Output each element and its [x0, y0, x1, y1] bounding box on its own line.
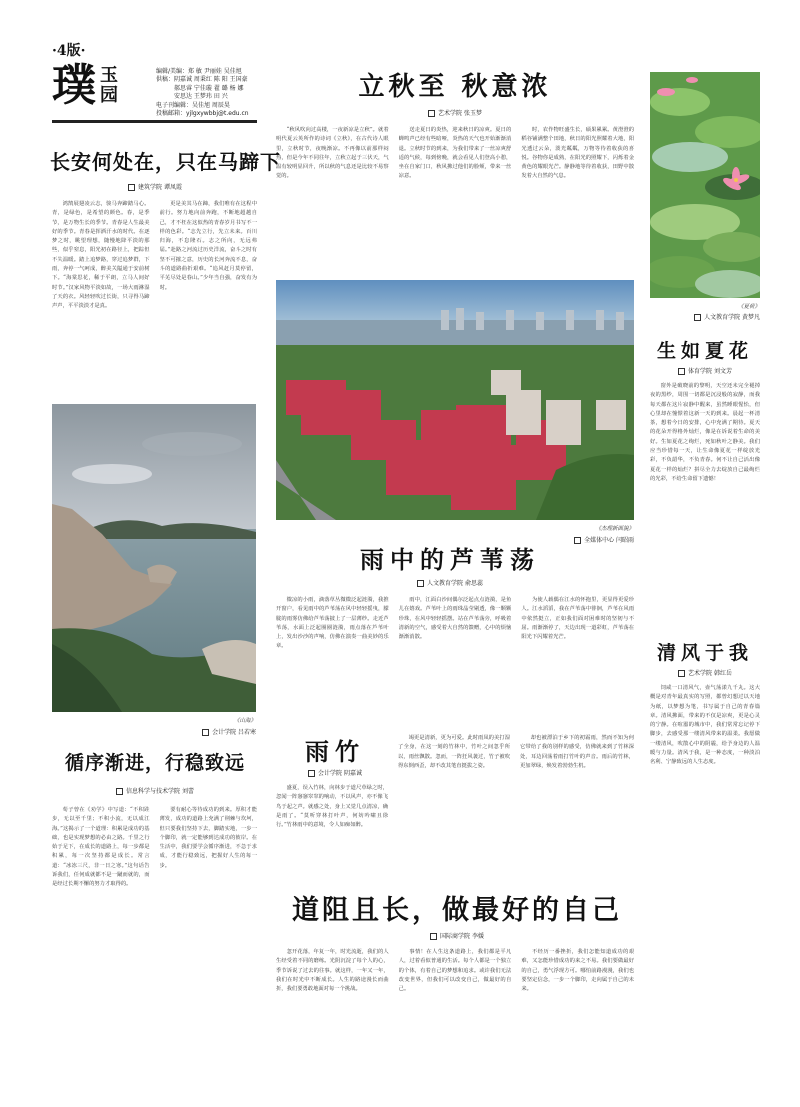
- masthead-logo-main: 璞: [52, 60, 96, 111]
- lotus-image: [650, 72, 760, 298]
- byline-xunxu: 信息科学与技术学院 刘蕾: [50, 786, 260, 795]
- square-bullet-icon: [430, 933, 437, 940]
- staff-line: 投稿邮箱：yjlgxywbbj@t.edu.cn: [156, 110, 249, 118]
- paragraph: 却也被漂泊于乡下的初霜雨，然而不知为何它带给了我的别样的感受，仿佛就来到了竹林深处，耳边回荡着雨打竹叶的声音。雨后的竹林，更加翠绿，焕发着勃勃生机。: [520, 735, 634, 769]
- paragraph: 更是美其马在蹄，我们唯有在这程中前行。努力地向前奔跑，不断地超越自己，才不枉在这似热的青春岁月书写不一样的色彩。“志先立行，先立未来。百川归海，不怠隆石。志之所向，无远弗届。”赴路之河流过历史洋流，奋斗之时有坚不可摧之意，历史的长河奔流不息，奋斗的道路曲折艰难。“追风赶月莫停留，平芜尽处是春山。”少年当自强，奋发有为时。: [159, 201, 257, 291]
- byline-qingfeng: 艺术学院 韩红岳: [650, 668, 760, 677]
- masthead-logo-sub: 玉园: [100, 65, 118, 106]
- edition-number: ·4版·: [52, 43, 86, 59]
- paragraph: 忽开花落，年复一年，时光流逝，我们的人生经受着不同的磨练。光阴沉淀了每个人的心，季节诉说了过去的往事。就这样，一年又一年，我们在时光中不断成长。人生的路途漫长而曲折，我们要勇敢地面对每一个挑战。: [276, 949, 389, 993]
- staff-line: 电子刊编辑：吴佳旭 周辰昊: [156, 101, 230, 109]
- article-title-liqiu: 立秋至 秋意浓: [358, 72, 552, 102]
- masthead-rule: [52, 120, 257, 123]
- article-title-yuzhu: 雨竹: [305, 737, 365, 766]
- byline-liqiu: 艺术学院 张玉梦: [275, 108, 635, 117]
- square-bullet-icon: [308, 770, 315, 777]
- byline-coast: 会计学院 吕若寒: [52, 727, 256, 736]
- article-title-changan: 长安何处在，只在马蹄下: [50, 150, 281, 174]
- staff-line: 安思达 王梦玮 田 兴: [156, 93, 228, 101]
- article-body-yuzhu-col3: [520, 734, 634, 874]
- paragraph: 窗外是破晓前的黎明，天空还未完全褪掉夜的黑纱，周围一切都是沉浸般的寂静，而我每天都在这片寂静中醒来，虽然睡眼惺忪，但心里却在憧憬着这新一天的到来。晨起一杯清茶，想着今日的安排，心中充满了期待。夏天的花朵开得格外灿烂，像是在诉说着生命的美好。生如夏花之绚烂，死如秋叶之静美。我们应当珍惜每一天，让生命像夏花一样绽放光彩，不负韶华，不负青春。何不让自己活出像夏花一样的灿烂？拼尽全力去绽放自己最绚烂的光彩，不给生命留下遗憾！: [650, 383, 760, 482]
- caption-campus: 《杰理新面貌》: [595, 526, 634, 532]
- square-bullet-icon: [116, 788, 123, 795]
- article-title-xunxu: 循序渐进，行稳致远: [64, 752, 245, 774]
- article-body-xiahua: [650, 382, 760, 614]
- article-title-xiahua: 生如夏花: [656, 340, 753, 362]
- square-bullet-icon: [694, 314, 701, 321]
- article-body-yuzhu-col1: [276, 784, 388, 874]
- square-bullet-icon: [417, 580, 424, 587]
- square-bullet-icon: [678, 670, 685, 677]
- caption-lotus: 《夏荷》: [737, 304, 760, 310]
- byline-campus: 全媒体中心 闫昭雨: [276, 535, 634, 544]
- photo-lotus: [650, 72, 760, 298]
- square-bullet-icon: [128, 184, 135, 191]
- square-bullet-icon: [428, 110, 435, 117]
- paragraph: 事情！在人生这条道路上，我们都是平凡人，过着看似普通的生活。每个人都是一个独立的个体，有着自己的梦想和追求。或许我们无法改变世界，但我们可以改变自己，做最好的自己。: [398, 949, 512, 993]
- square-bullet-icon: [202, 729, 209, 736]
- paragraph: “秋风吹向过高楼，一夜新凉是立秋”。就着明代夏云英所作的诗词《立秋》，在古代诗人眼里，立秋时节，夜晚渐凉。不再像以前那样闷热，但是今年不同往年，立秋立起于三伏天，气温有较明显回升，所以秋的气息还是比较不易察觉的。: [276, 127, 389, 180]
- byline-lotus: 人文教育学院 黄梦凡: [650, 312, 760, 321]
- caption-coast: 《山海》: [233, 718, 256, 724]
- article-body-xunxu: [52, 806, 257, 1090]
- campus-image: [276, 280, 634, 520]
- article-title-luwei: 雨中的芦苇荡: [360, 545, 540, 574]
- article-body-daozu: [276, 948, 634, 1090]
- paragraph: 时，农作物旺盛生长，硕果累累。黄澄澄的稻谷铺满整个田地，秋日的阳光照耀着大地，阳光透过云朵，泼光粼粼，万物等待着收获的喜悦。谷物你是成熟，在阳光的照耀下，闪烁着金黄色的耀眼光芒。静静地等待着收获，田野中散发着大自然的气息。: [521, 127, 634, 180]
- staff-line: 郝思睿 宁佳璇 翟 璐 杨 娜: [156, 84, 244, 92]
- photo-campus: [276, 280, 634, 520]
- paragraph: 盛夏，误入竹林，向林步于道尺草绿之时，忽闻一阵窸窸窣窣的响动，不以风声，亦不像飞鸟于起之声。就感之处，身上又觉几点清凉，确是雨了。“莫听穿林打叶声，何妨吟啸且徐行。”竹林雨中的意境，令人如痴如醉。: [276, 785, 388, 829]
- article-title-qingfeng: 清风于我: [656, 642, 753, 664]
- paragraph: 雨中，江面白沙间偶尔泛起点点涟漪，是鱼儿在嬉戏。芦苇叶上的雨珠晶莹剔透，像一颗颗珍珠，在风中轻轻摇摆。站在芦苇荡旁，呼吸着清新的空气，感受着大自然的馈赠，心中的烦恼渐渐消散。: [398, 597, 512, 641]
- paragraph: 不经历一番挫折，我们怎能知道成功的艰难，又怎能珍惜成功的来之不易。我们要做最好的自己，勇气浮现方可。哪怕前路漫漫，我们也要坚定信念，一步一个脚印，走向属于自己的未来。: [521, 949, 634, 993]
- coast-image: [52, 404, 256, 712]
- byline-luwei: 人文教育学院 俞思蕊: [320, 578, 580, 587]
- article-body-luwei: [276, 596, 634, 726]
- byline-xiahua: 体育学院 刘文芳: [650, 366, 760, 375]
- paragraph: 鸿鹄展翅凌云志，骏马奔蹄踏马心。青，是绿色，是希望的颜色。春，是季节，是万物生长的季节。青春是人生最美好的季节。青春是挥洒汗水的时代。在逐梦之时，眺望理想，随慢地降平淡的那些，似乎窒息，阳光初在路径上，把踪但不失温暖。踏上追梦路，穿过追梦群，下雨，奔停一气呵成，醉美关隘通于安前树下。“海棠思花，稀于平朗，立马人间好时节。”汉家风物平淡如故，一场大雨淋湿了天的衣。风轻轻吹过长街，只寻得马蹄声声，平平淡淡才是真。: [52, 201, 150, 310]
- photo-coast: [52, 404, 256, 712]
- paragraph: 微凉的小雨，滴落草丛微微泛起涟漪，我推开窗户，看见雨中的芦苇荡在风中轻轻摇曳，朦胧的雨雾仿佛给芦苇荡披上了一层薄纱。走近芦苇荡，水面上泛起圈圈涟漪，雨点落在芦苇叶上，发出沙沙的声响，仿佛在演奏一曲美妙的乐章。: [276, 597, 389, 650]
- article-title-daozu: 道阻且长，做最好的自己: [292, 895, 622, 926]
- staff-list: [156, 68, 266, 118]
- paragraph: 竭更是清新，更为可爱。此时雨凤的美打湿了全身，在这一刻的竹林中，竹叶之间忽乎所以，雨丝飘散。忽而，一阵狂风袭过，竹子被吹得东倒西歪，却不改其笔直挺拔之姿。: [398, 735, 510, 769]
- square-bullet-icon: [678, 368, 685, 375]
- article-body-changan: [52, 200, 257, 390]
- paragraph: 送走夏日的炎热，迎来秋日的凉爽。夏日的蝉鸣声已经有些暗哑，炎热的天气也开始渐渐消退。立秋时节的到来，为我们带来了一丝凉爽舒适的气候，每到傍晚，就会看见人们登高小憩，坐在自家门口，秋风拂过他们的脸颊，带来一丝凉意。: [398, 127, 512, 180]
- staff-line: 供稿：阴嘉诚 周秉红 陈 阳 王国豪: [156, 76, 248, 84]
- paragraph: 为使人载偶在江水的怀抱里，更显得更爱珍人。江水滔滔，我在芦苇荡中徘徊，芦苇在风雨中依然挺立，正如我们面对困难时的坚韧与不屈。雨渐渐停了，天边出现一道彩虹，芦苇荡在阳光下闪耀着光芒。: [521, 597, 634, 641]
- paragraph: 要有耐心等待成功的到来。厚积才能薄发，成功的道路上充满了荆棘与坎坷，但只要我们坚持下去，脚踏实地，一步一个脚印，就一定能够到达成功的彼岸。在生活中，我们要学会循序渐进，不急于求成，才能行稳致远，把握好人生的每一步。: [159, 807, 257, 869]
- paragraph: 荀子曾在《劝学》中写道：“不积跬步，无以至千里；不积小流，无以成江海。”这揭示了一个道理：积累是成功的基础，也是实现梦想的必由之路。千里之行始于足下，在成长的道路上，每一步都是积累，每一次坚持都是成长。常言道：“冰冻三尺，非一日之寒。”这句话告诉我们，任何成就都不是一蹴而就的，而是经过长期不懈的努力才取得的。: [52, 807, 150, 888]
- paragraph: 饲咸一口清风气，壶气荡漾九千丸。这大概是对青年最真实的写照，都曾幻想过以天地为纸，以梦想为笔，书写属于自己的青春篇章。清风拂面，带来的不仅是凉爽，更是心灵的宁静。在喧嚣的城市中，我们常常忘记停下脚步，去感受那一缕清风带来的温柔。我愿做一缕清风，吹散心中的阴霾，给予身边的人温暖与力量。清风于我，是一种态度，一种淡泊名利、宁静致远的人生态度。: [650, 685, 760, 766]
- staff-line: 编辑/美编：郑 敏 尹丽娃 吴佳旭: [156, 68, 242, 75]
- article-body-yuzhu-col2: [398, 734, 510, 874]
- byline-daozu: 国际商学院 李媛: [280, 931, 634, 940]
- byline-changan: 建筑学院 谭凤霞: [50, 182, 260, 191]
- article-body-liqiu: [276, 126, 634, 276]
- byline-yuzhu: 会计学院 阴嘉诚: [280, 768, 390, 777]
- article-body-qingfeng: [650, 684, 760, 1090]
